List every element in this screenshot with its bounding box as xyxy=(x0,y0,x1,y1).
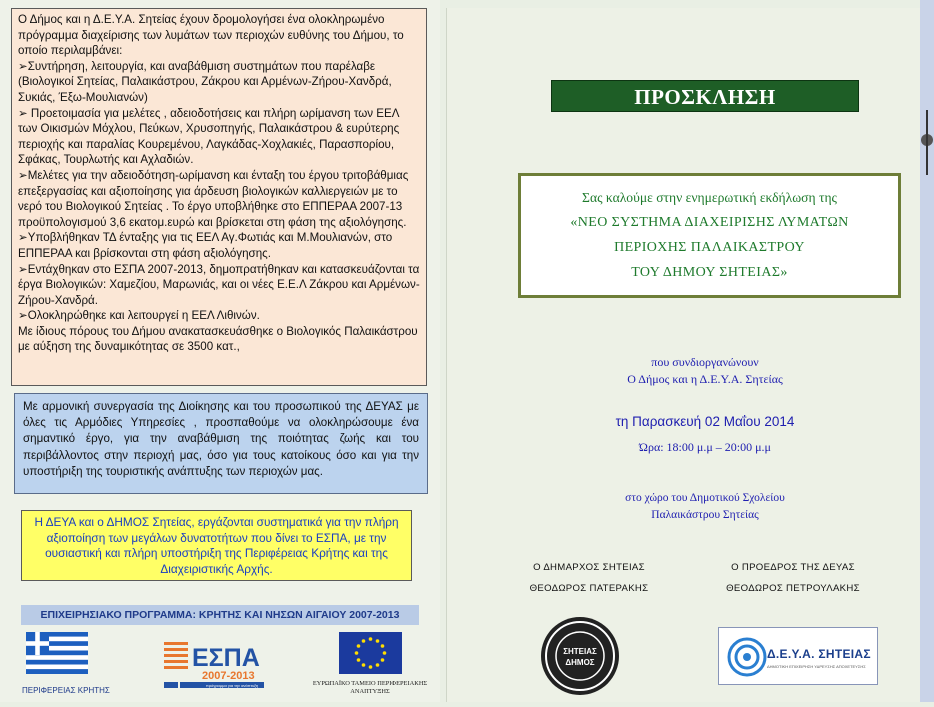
event-venue xyxy=(560,490,850,524)
espa-logo-icon xyxy=(162,638,266,690)
program-item: ➢Υποβλήθηκαν ΤΔ ένταξης για τις ΕΕΛ Αγ.Φωτιάς και Μ.Μουλιανών, στο ΕΠΠΕΡΑΑ και βρίσκονται στη φάση αξιολόγησης. xyxy=(18,231,393,260)
invitation-box xyxy=(518,173,901,298)
water-wave-icon xyxy=(727,637,767,677)
invitation-line: Σας καλούμε στην ενημερωτική εκδήλωση της xyxy=(582,190,837,205)
espa-tagline: πρόγραμμα για την ανάπτυξη xyxy=(206,683,259,688)
venue-line: στο χώρο του Δημοτικού Σχολείου xyxy=(625,492,785,504)
mayor-name: ΘΕΟΔΩΡΟΣ ΠΑΤΕΡΑΚΗΣ xyxy=(529,583,649,594)
program-item: ➢ Προετοιμασία για μελέτες , αδειοδοτήσεις και πλήρη ωρίμανση των ΕΕΛ των Οικισμών Μόχλου, Πεύκων, Χρυσοπηγής, Παλαικάστρου & ευρύτερης περιοχής και παραλίας Κουρεμένου, Λαγκάδας-Χοχλακιές, Παρασπορίου, Σφάκας, Τουρλωτής και Αχλαδιών. xyxy=(18,106,400,167)
page-edge xyxy=(920,0,934,702)
deya-logo-text: Δ.Ε.Υ.Α. ΣΗΤΕΙΑΣ xyxy=(767,647,871,661)
program-item: ➢Εντάχθηκαν στο ΕΣΠΑ 2007-2013, δημοπρατήθηκαν και κατασκευάζονται τα έργα Βιολογικών: Χαμεζίου, Μαρωνιάς, και οι νέες Ε.Ε.Λ Ζάκρου και Αρμένων-Ζήρου-Χανδρά. xyxy=(18,262,420,307)
president-signature xyxy=(708,557,878,599)
co-org-line: Ο Δήμος και η Δ.Ε.Υ.Α. Σητείας xyxy=(627,372,783,386)
program-info-box xyxy=(11,8,427,386)
invitation-line: ΠΕΡΙΟΧΗΣ ΠΑΛΑΙΚΑΣΤΡΟΥ xyxy=(614,240,805,255)
deya-note-box: Η ΔΕΥΑ και ο ΔΗΜΟΣ Σητείας, εργάζονται συστηματικά για την πλήρη αξιοποίηση των μεγάλων δυνατοτήτων που δίνει το ΕΣΠΑ, με την ουσιαστική και πλήρη υποστήριξη της Περιφέρειας Κρήτης και της Διαχειριστικής Αρχής. xyxy=(21,510,412,581)
president-role: Ο ΠΡΟΕΔΡΟΣ ΤΗΣ ΔΕΥΑΣ xyxy=(731,562,855,573)
clip-art-icon xyxy=(920,0,934,702)
deya-logo-sub: ΔΗΜΟΤΙΚΗ ΕΠΙΧΕΙΡΗΣΗ ΥΔΡΕΥΣΗΣ ΑΠΟΧΕΤΕΥΣΗΣ xyxy=(767,664,866,669)
mayor-role: Ο ΔΗΜΑΡΧΟΣ ΣΗΤΕΙΑΣ xyxy=(533,562,645,573)
svg-text:ΣΗΤΕΙΑΣ: ΣΗΤΕΙΑΣ xyxy=(563,647,597,656)
invitation-title: ΠΡΟΣΚΛΗΣΗ xyxy=(551,80,859,112)
program-bar: ΕΠΙΧΕΙΡΗΣΙΑΚΟ ΠΡΟΓΡΑΜΜΑ: ΚΡΗΤΗΣ ΚΑΙ ΝΗΣΩΝ ΑΙΓΑΙΟΥ 2007-2013 xyxy=(21,605,419,625)
event-date: τη Παρασκευή 02 Μαΐου 2014 xyxy=(615,414,795,429)
co-org-line: που συνδιοργανώνουν xyxy=(651,355,759,369)
event-time: Ώρα: 18:00 μ.μ – 20:00 μ.μ xyxy=(639,440,771,454)
espa-text: ΕΣΠΑ xyxy=(192,644,260,672)
region-label: ΠΕΡΙΦΕΡΕΙΑΣ ΚΡΗΤΗΣ xyxy=(22,686,110,695)
invitation-line: ΤΟΥ ΔΗΜΟΥ ΣΗΤΕΙΑΣ» xyxy=(631,265,788,280)
espa-years: 2007-2013 xyxy=(202,670,255,682)
mayor-signature xyxy=(514,557,664,599)
co-organizers xyxy=(560,354,850,388)
municipality-seal-icon xyxy=(541,617,619,695)
program-item: ➢Ολοκληρώθηκε και λειτουργεί η ΕΕΛ Λιθινών. xyxy=(18,309,260,323)
program-item: ➢Μελέτες για την αδειοδότηση-ωρίμανση και ένταξη του έργου τριτοβάθμιας επεξεργασίας και αξιοποίησης για άρδευση βιολογικών καλλιεργειών με το νερό του Βιολογικού Σητείας . Το έργο υποβλήθηκε στο ΕΠΠΕΡΑΑ 2007-13 προϋπολογισμού 3,6 εκατομ.ευρώ και βρίσκεται στη φάση της αξιολόγησης. xyxy=(18,168,409,229)
deya-logo xyxy=(718,627,878,685)
program-item: ➢Συντήρηση, λειτουργία, και αναβάθμιση συστημάτων που παρέλαβε (Βιολογικοί Σητείας, Παλαικάστρου, Ζάκρου και Αρμένων-Ζήρου-Χανδρά, Συκιάς, Έξω-Μουλιανών) xyxy=(18,59,392,104)
cooperation-box: Με αρμονική συνεργασία της Διοίκησης και του προσωπικού της ΔΕΥΑΣ με όλες τις Αρμόδιες Υπηρεσίες , προσπαθούμε να ολοκληρώσουμε ένα σημαντικό έργο, για την αναβάθμιση της ποιότητας ζωής και του περιβάλλοντος στην περιοχή μας, όσο για τους κατοίκους όσο και για την υποστήριξη της τουριστικής ανάπτυξης των περιοχών μας. xyxy=(14,393,428,494)
greek-flag-icon xyxy=(26,632,88,674)
svg-text:ΔΗΜΟΣ: ΔΗΜΟΣ xyxy=(565,658,595,667)
venue-line: Παλαικάστρου Σητείας xyxy=(651,509,759,521)
program-item: Με ίδιους πόρους του Δήμου ανακατασκευάσθηκε ο Βιολογικός Παλαικάστρου με αύξηση της δυναμικότητας σε 3500 κατ., xyxy=(18,324,418,354)
espa-logo xyxy=(162,638,266,690)
eu-flag-icon xyxy=(339,632,402,674)
eu-fund-label: ΕΥΡΩΠΑΪΚΟ ΤΑΜΕΙΟ ΠΕΡΙΦΕΡΕΙΑΚΗΣ ΑΝΑΠΤΥΞΗΣ xyxy=(312,680,428,695)
program-intro: Ο Δήμος και η Δ.Ε.Υ.Α. Σητείας έχουν δρομολογήσει ένα ολοκληρωμένο πρόγραμμα διαχείρισης των λυμάτων των περιοχών ευθύνης του Δήμου, το οποίο περιλαμβάνει: xyxy=(18,13,404,58)
invitation-line: «ΝΕΟ ΣΥΣΤΗΜΑ ΔΙΑΧΕΙΡΙΣΗΣ ΛΥΜΑΤΩΝ xyxy=(570,215,849,230)
president-name: ΘΕΟΔΩΡΟΣ ΠΕΤΡΟΥΛΑΚΗΣ xyxy=(726,583,860,594)
